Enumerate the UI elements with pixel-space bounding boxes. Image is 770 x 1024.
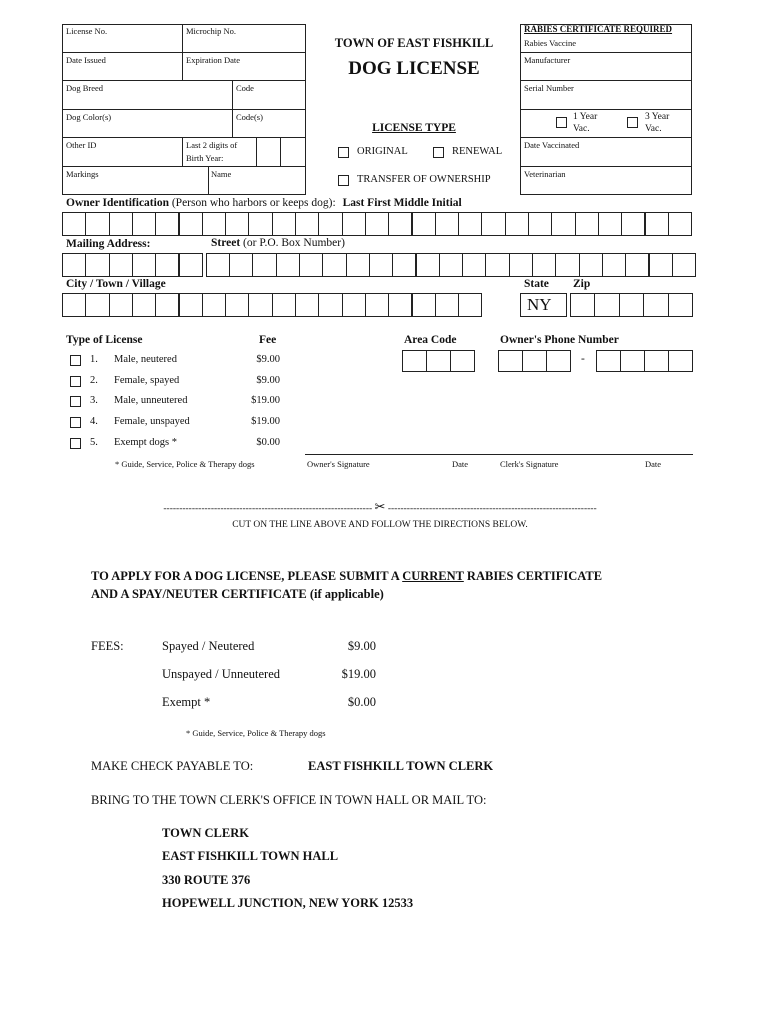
owner-name-char-box[interactable] — [109, 212, 133, 236]
owner-name-char-box[interactable] — [481, 212, 505, 236]
city-char-box[interactable] — [365, 293, 389, 317]
phone-char-box[interactable] — [620, 350, 645, 372]
fees-footnote: * Guide, Service, Police & Therapy dogs — [186, 728, 326, 738]
street-char-box[interactable] — [509, 253, 533, 277]
divider — [208, 166, 209, 195]
divider — [62, 80, 306, 81]
original-checkbox[interactable] — [338, 147, 349, 158]
divider — [62, 166, 306, 167]
date-label-2: Date — [645, 459, 662, 469]
owner-name-char-box[interactable] — [295, 212, 319, 236]
street-label — [211, 237, 345, 249]
clerk-signature-label: Clerk's Signature — [500, 459, 559, 469]
license-row-fee: $19.00 — [251, 395, 280, 407]
city-char-box[interactable] — [109, 293, 133, 317]
bring-instructions: BRING TO THE TOWN CLERK'S OFFICE IN TOWN HALL OR MAIL TO: — [91, 793, 487, 807]
apply-text-a: TO APPLY FOR A DOG LICENSE, PLEASE SUBMIT A — [91, 569, 403, 583]
divider — [62, 52, 306, 53]
transfer-checkbox[interactable] — [338, 175, 349, 186]
form-title: DOG LICENSE — [348, 58, 480, 79]
zip-char-box[interactable] — [643, 293, 668, 317]
street-char-box[interactable] — [439, 253, 463, 277]
city-char-box[interactable] — [155, 293, 179, 317]
divider — [182, 137, 183, 166]
area-code-label: Area Code — [404, 334, 457, 346]
license-row-fee: $0.00 — [256, 436, 280, 448]
fee-item-label: Exempt * — [162, 695, 211, 709]
one-year-checkbox[interactable] — [556, 117, 567, 128]
street-char-box[interactable] — [132, 253, 156, 277]
phone-char-box[interactable] — [546, 350, 571, 372]
owner-name-char-box[interactable] — [62, 212, 86, 236]
owner-name-char-box[interactable] — [318, 212, 342, 236]
cut-line — [100, 500, 660, 515]
zip-char-box[interactable] — [594, 293, 619, 317]
license-row-label: Female, spayed — [114, 374, 180, 386]
license-type-checkbox[interactable] — [70, 396, 81, 407]
birth-year-label-1: Last 2 digits of — [186, 140, 238, 150]
date-issued-label: Date Issued — [66, 55, 106, 65]
three-year-label-1: 3 Year — [645, 112, 670, 122]
street-char-box[interactable] — [62, 253, 86, 277]
address-line: HOPEWELL JUNCTION, NEW YORK 12533 — [162, 895, 414, 910]
divider — [256, 137, 257, 166]
town-name: TOWN OF EAST FISHKILL — [334, 36, 494, 50]
street-char-box[interactable] — [625, 253, 649, 277]
divider — [520, 137, 692, 138]
owner-name-char-box[interactable] — [132, 212, 156, 236]
owner-name-char-box[interactable] — [645, 212, 669, 236]
street-char-box[interactable] — [299, 253, 323, 277]
street-char-box[interactable] — [672, 253, 696, 277]
owner-name-char-box[interactable] — [85, 212, 109, 236]
license-row-number: 3. — [90, 395, 98, 407]
phone-char-box[interactable] — [498, 350, 523, 372]
street-char-box[interactable] — [229, 253, 253, 277]
zip-label: Zip — [573, 278, 591, 290]
street-char-box[interactable] — [369, 253, 393, 277]
street-char-box[interactable] — [532, 253, 556, 277]
street-char-box[interactable] — [346, 253, 370, 277]
renewal-label: RENEWAL — [452, 146, 503, 157]
apply-line-2: AND A SPAY/NEUTER CERTIFICATE (if applicable) — [91, 587, 384, 601]
birth-year-label-2: Birth Year: — [186, 153, 224, 163]
license-row-label: Female, unspayed — [114, 416, 190, 428]
city-char-box[interactable] — [202, 293, 226, 317]
date-vaccinated-label: Date Vaccinated — [524, 140, 580, 150]
divider — [182, 24, 183, 80]
street-char-box[interactable] — [276, 253, 300, 277]
dog-colors-label: Dog Color(s) — [66, 112, 112, 122]
fee-item-label: Unspayed / Unneutered — [162, 667, 281, 681]
owner-signature-label: Owner's Signature — [307, 459, 370, 469]
city-char-box[interactable] — [132, 293, 156, 317]
street-char-box[interactable] — [485, 253, 509, 277]
scissors-icon: ✂ — [374, 500, 386, 515]
state-label: State — [524, 278, 549, 290]
owner-name-char-box[interactable] — [621, 212, 645, 236]
mailing-address-label: Mailing Address: — [66, 238, 151, 250]
expiration-date-label: Expiration Date — [186, 55, 241, 65]
original-label: ORIGINAL — [357, 146, 408, 157]
license-no-label: License No. — [66, 26, 108, 36]
license-type-heading: LICENSE TYPE — [372, 122, 456, 134]
one-year-label-2: Vac. — [573, 124, 590, 134]
owner-name-char-box[interactable] — [575, 212, 599, 236]
city-label: City / Town / Village — [66, 278, 166, 290]
fee-item-amount: $0.00 — [347, 695, 376, 709]
city-char-box[interactable] — [179, 293, 203, 317]
owner-name-char-box[interactable] — [668, 212, 692, 236]
fee-item-amount: $9.00 — [347, 639, 376, 653]
cut-dashes-left: ------------------------------------------------------------------ — [163, 504, 373, 514]
date-label-1: Date — [452, 459, 469, 469]
city-char-box[interactable] — [458, 293, 482, 317]
fee-heading: Fee — [259, 334, 277, 346]
city-char-box[interactable] — [272, 293, 296, 317]
divider — [62, 109, 306, 110]
fees-label: FEES: — [91, 639, 124, 653]
street-char-box[interactable] — [416, 253, 440, 277]
state-value: NY — [527, 295, 552, 314]
license-type-checkbox[interactable] — [70, 438, 81, 449]
street-char-box[interactable] — [322, 253, 346, 277]
zip-char-box[interactable] — [668, 293, 693, 317]
dog-name-label: Name — [211, 169, 232, 179]
apply-current: CURRENT — [402, 569, 464, 583]
street-char-box[interactable] — [649, 253, 673, 277]
three-year-checkbox[interactable] — [627, 117, 638, 128]
owner-name-char-box[interactable] — [528, 212, 552, 236]
renewal-checkbox[interactable] — [433, 147, 444, 158]
owner-name-char-box[interactable] — [202, 212, 226, 236]
owner-name-char-box[interactable] — [435, 212, 459, 236]
apply-line-1 — [91, 569, 602, 584]
license-type-checkbox[interactable] — [70, 376, 81, 387]
street-char-box[interactable] — [602, 253, 626, 277]
city-char-box[interactable] — [342, 293, 366, 317]
code-label: Code — [236, 83, 254, 93]
license-footnote: * Guide, Service, Police & Therapy dogs — [115, 459, 255, 469]
codes-label: Code(s) — [236, 112, 263, 122]
city-char-box[interactable] — [225, 293, 249, 317]
phone-dash: - — [581, 353, 585, 365]
owner-name-char-box[interactable] — [365, 212, 389, 236]
owner-phone-label: Owner's Phone Number — [500, 334, 619, 346]
street-char-box[interactable] — [462, 253, 486, 277]
divider — [520, 52, 692, 53]
license-row-fee: $9.00 — [256, 354, 280, 365]
area-code-char-box[interactable] — [426, 350, 451, 372]
city-char-box[interactable] — [318, 293, 342, 317]
city-char-box[interactable] — [62, 293, 86, 317]
divider — [520, 80, 692, 81]
owner-name-char-box[interactable] — [248, 212, 272, 236]
street-char-box[interactable] — [579, 253, 603, 277]
street-char-box[interactable] — [252, 253, 276, 277]
manufacturer-label: Manufacturer — [524, 55, 571, 65]
rabies-header: RABIES CERTIFICATE REQUIRED — [524, 24, 673, 34]
city-char-box[interactable] — [412, 293, 436, 317]
rabies-vaccine-label: Rabies Vaccine — [524, 38, 577, 48]
microchip-no-label: Microchip No. — [186, 26, 237, 36]
zip-char-box[interactable] — [619, 293, 644, 317]
license-row-label: Exempt dogs * — [114, 436, 177, 448]
license-row-number: 5. — [90, 436, 98, 448]
area-code-char-box[interactable] — [450, 350, 475, 372]
owner-name-order: Last First Middle Initial — [342, 197, 462, 209]
owner-id-paren: (Person who harbors or keeps dog): — [171, 197, 336, 209]
street-char-box[interactable] — [555, 253, 579, 277]
payable-label: MAKE CHECK PAYABLE TO: — [91, 759, 254, 773]
three-year-label-2: Vac. — [645, 124, 662, 134]
street-paren: (or P.O. Box Number) — [243, 237, 345, 249]
owner-name-char-box[interactable] — [551, 212, 575, 236]
apply-text-b: RABIES CERTIFICATE — [463, 569, 603, 583]
city-char-box[interactable] — [248, 293, 272, 317]
zip-char-box[interactable] — [570, 293, 595, 317]
owner-name-char-box[interactable] — [388, 212, 412, 236]
owner-name-char-box[interactable] — [155, 212, 179, 236]
street-char-box[interactable] — [179, 253, 203, 277]
phone-char-box[interactable] — [596, 350, 621, 372]
type-of-license-heading: Type of License — [66, 334, 143, 346]
other-id-label: Other ID — [66, 140, 97, 150]
city-char-box[interactable] — [295, 293, 319, 317]
signature-line[interactable] — [305, 454, 693, 455]
license-type-checkbox[interactable] — [70, 355, 81, 366]
street-bold: Street — [211, 237, 241, 249]
owner-id-bold: Owner Identification — [66, 197, 169, 209]
street-char-box[interactable] — [109, 253, 133, 277]
owner-name-char-box[interactable] — [412, 212, 436, 236]
address-line: EAST FISHKILL TOWN HALL — [162, 849, 339, 864]
license-row-number: 2. — [90, 374, 98, 386]
markings-label: Markings — [66, 169, 99, 179]
dog-breed-label: Dog Breed — [66, 83, 104, 93]
city-char-box[interactable] — [85, 293, 109, 317]
divider — [280, 137, 281, 166]
phone-char-box[interactable] — [644, 350, 669, 372]
serial-number-label: Serial Number — [524, 83, 574, 93]
cut-dashes-right: ------------------------------------------------------------------ — [387, 504, 597, 514]
owner-name-char-box[interactable] — [272, 212, 296, 236]
license-row-fee: $19.00 — [251, 416, 280, 428]
city-char-box[interactable] — [388, 293, 412, 317]
owner-name-char-box[interactable] — [342, 212, 366, 236]
address-line: 330 ROUTE 376 — [162, 872, 251, 887]
divider — [520, 109, 692, 110]
license-type-checkbox[interactable] — [70, 417, 81, 428]
transfer-label: TRANSFER OF OWNERSHIP — [357, 174, 491, 185]
owner-identification-label — [66, 197, 462, 209]
owner-name-char-box[interactable] — [505, 212, 529, 236]
street-char-box[interactable] — [155, 253, 179, 277]
license-row-number: 4. — [90, 416, 98, 428]
veterinarian-label: Veterinarian — [524, 169, 566, 179]
phone-char-box[interactable] — [522, 350, 547, 372]
license-row-fee: $9.00 — [256, 374, 280, 386]
street-char-box[interactable] — [392, 253, 416, 277]
license-row-label: Male, unneutered — [114, 395, 188, 407]
license-row-label: Male, neutered — [114, 354, 177, 365]
street-char-box[interactable] — [85, 253, 109, 277]
area-code-char-box[interactable] — [402, 350, 427, 372]
fee-item-amount: $19.00 — [341, 667, 376, 681]
divider — [62, 137, 306, 138]
owner-name-char-box[interactable] — [598, 212, 622, 236]
divider — [232, 80, 233, 137]
divider — [520, 166, 692, 167]
owner-name-char-box[interactable] — [458, 212, 482, 236]
fee-item-label: Spayed / Neutered — [162, 639, 255, 653]
license-row-number: 1. — [90, 354, 98, 365]
owner-name-char-box[interactable] — [179, 212, 203, 236]
one-year-label-1: 1 Year — [573, 112, 598, 122]
cut-instructions: CUT ON THE LINE ABOVE AND FOLLOW THE DIRECTIONS BELOW. — [232, 520, 528, 530]
city-char-box[interactable] — [435, 293, 459, 317]
street-char-box[interactable] — [206, 253, 230, 277]
phone-char-box[interactable] — [668, 350, 693, 372]
payable-to: EAST FISHKILL TOWN CLERK — [308, 759, 494, 773]
owner-name-char-box[interactable] — [225, 212, 249, 236]
address-line: TOWN CLERK — [162, 826, 249, 840]
